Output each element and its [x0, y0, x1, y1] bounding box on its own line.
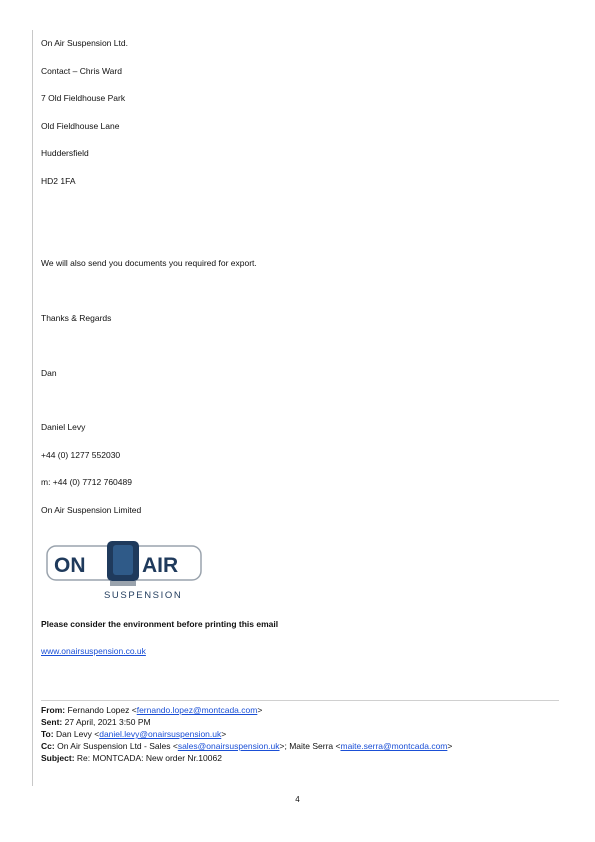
address-lane: Old Fieldhouse Lane: [41, 121, 120, 131]
signature-phone: +44 (0) 1277 552030: [41, 450, 121, 460]
environment-note: Please consider the environment before printing this email: [41, 619, 279, 629]
on-air-suspension-logo: [46, 540, 206, 602]
quote-bar: [32, 30, 33, 786]
from-email-link[interactable]: fernando.lopez@montcada.com: [136, 705, 258, 715]
header-separator: [41, 700, 559, 701]
signature-company: On Air Suspension Limited: [41, 505, 142, 515]
cc-label: Cc:: [41, 741, 55, 751]
address-city: Huddersfield: [41, 148, 89, 158]
subject-value: Re: MONTCADA: New order Nr.10062: [76, 753, 222, 763]
address-postcode: HD2 1FA: [41, 176, 76, 186]
logo-airbag-base: [110, 581, 136, 586]
to-label: To:: [41, 729, 54, 739]
to-line: [41, 729, 226, 740]
to-email-link[interactable]: daniel.levy@onairsuspension.uk: [99, 729, 222, 739]
signature-mobile: m: +44 (0) 7712 760489: [41, 477, 132, 487]
address-contact: Contact – Chris Ward: [41, 66, 122, 76]
address-street: 7 Old Fieldhouse Park: [41, 93, 126, 103]
from-name: Fernando Lopez <: [67, 705, 137, 715]
body-text: We will also send you documents you required for export.: [41, 258, 257, 268]
logo-word-air: AIR: [142, 554, 179, 577]
closing: Thanks & Regards: [41, 313, 112, 323]
cc-email-maite-link[interactable]: maite.serra@montcada.com: [340, 741, 448, 751]
address-company: On Air Suspension Ltd.: [41, 38, 128, 48]
sent-label: Sent:: [41, 717, 63, 727]
from-line: [41, 705, 262, 716]
cc-mid: >; Maite Serra <: [279, 741, 341, 751]
cc-line: [41, 741, 452, 752]
logo-word-on: ON: [54, 554, 86, 577]
to-end: >: [221, 729, 227, 739]
signature-name: Daniel Levy: [41, 422, 86, 432]
sent-line: [41, 717, 151, 728]
cc-end: >: [447, 741, 453, 751]
subject-line: [41, 753, 222, 764]
subject-label: Subject:: [41, 753, 75, 763]
to-name: Dan Levy <: [55, 729, 100, 739]
logo-airbag-highlight: [113, 545, 133, 575]
page-number: 4: [295, 795, 300, 804]
cc-name-sales: On Air Suspension Ltd - Sales <: [57, 741, 178, 751]
short-name: Dan: [41, 368, 57, 378]
from-end: >: [257, 705, 263, 715]
sent-value: 27 April, 2021 3:50 PM: [64, 717, 151, 727]
website-link[interactable]: www.onairsuspension.co.uk: [41, 646, 146, 656]
cc-email-sales-link[interactable]: sales@onairsuspension.uk: [177, 741, 280, 751]
logo-tagline: SUSPENSION: [104, 590, 183, 601]
from-label: From:: [41, 705, 66, 715]
